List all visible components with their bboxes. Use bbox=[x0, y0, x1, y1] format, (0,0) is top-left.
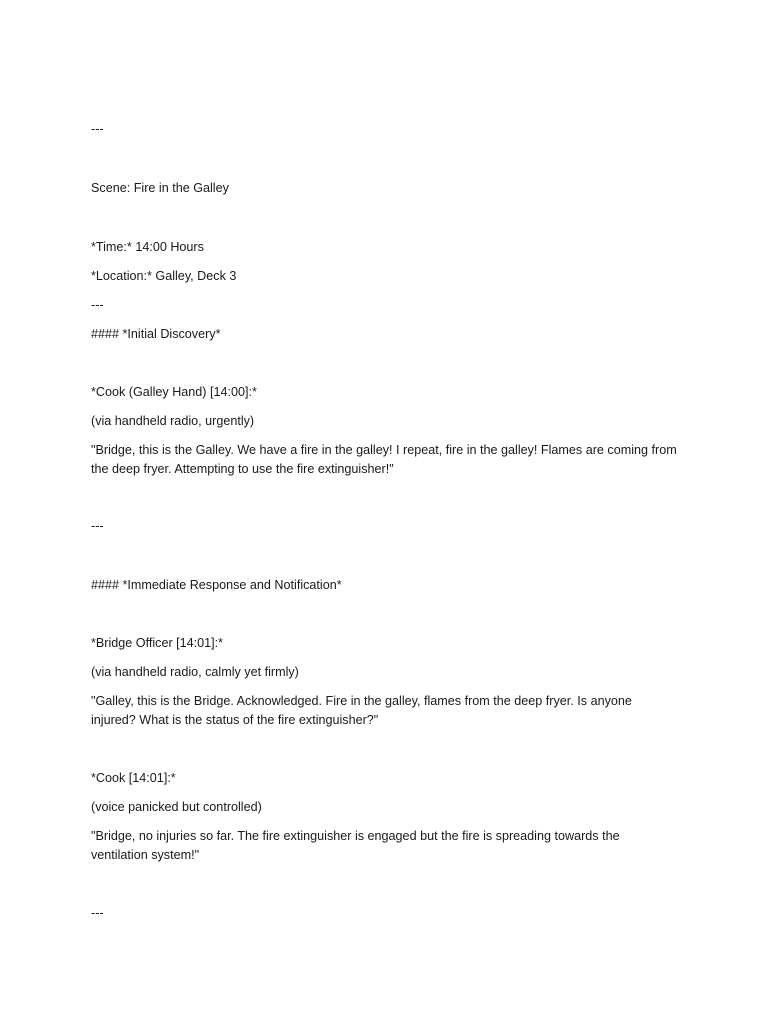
separator-line: --- bbox=[91, 298, 104, 312]
stage-direction: (via handheld radio, urgently) bbox=[91, 414, 255, 428]
stage-direction: (via handheld radio, calmly yet firmly) bbox=[91, 665, 299, 679]
time-line: *Time:* 14:00 Hours bbox=[91, 240, 204, 254]
speaker-cook: *Cook [14:01]:* bbox=[91, 771, 176, 785]
location-line: *Location:* Galley, Deck 3 bbox=[91, 269, 237, 283]
separator-line: --- bbox=[91, 122, 104, 136]
section-heading-initial-discovery: #### *Initial Discovery* bbox=[91, 327, 221, 341]
separator-line: --- bbox=[91, 906, 104, 920]
separator-line: --- bbox=[91, 519, 104, 533]
speaker-cook-galley-hand: *Cook (Galley Hand) [14:00]:* bbox=[91, 385, 257, 399]
speaker-bridge-officer: *Bridge Officer [14:01]:* bbox=[91, 636, 224, 650]
section-heading-immediate-response: #### *Immediate Response and Notification* bbox=[91, 578, 342, 592]
dialogue-paragraph: "Galley, this is the Bridge. Acknowledged. Fire in the galley, flames from the deep fryer. Is anyone injured? What is the status of the fire extinguisher?" bbox=[91, 694, 632, 727]
dialogue-paragraph: "Bridge, this is the Galley. We have a fire in the galley! I repeat, fire in the galley! Flames are coming from the deep fryer. Attempting to use the fire extinguisher!" bbox=[91, 443, 677, 476]
stage-direction: (voice panicked but controlled) bbox=[91, 800, 262, 814]
dialogue-paragraph: "Bridge, no injuries so far. The fire extinguisher is engaged but the fire is spreading towards the ventilation system!" bbox=[91, 829, 620, 862]
scene-title: Scene: Fire in the Galley bbox=[91, 181, 229, 195]
